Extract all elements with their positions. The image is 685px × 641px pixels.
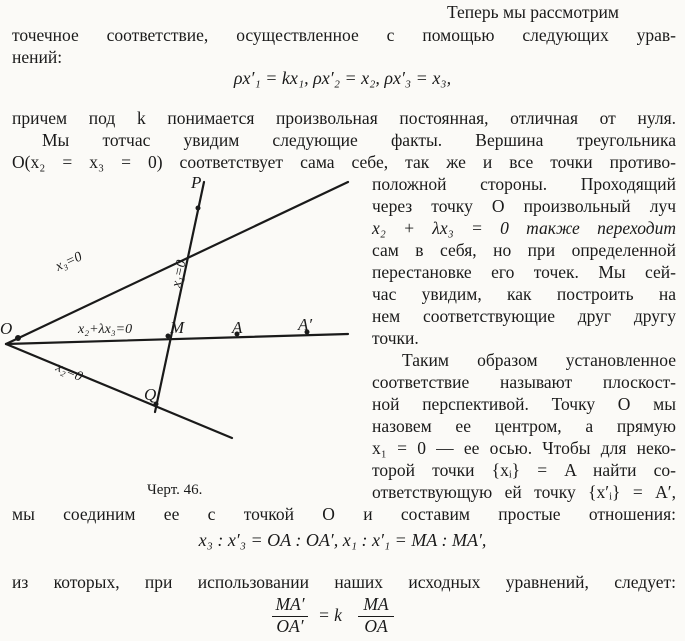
text-line: час увидим, как построить на	[372, 284, 676, 304]
fraction-num: MA′	[275, 594, 305, 614]
line-x1	[155, 182, 204, 412]
fraction-num: MA	[363, 594, 389, 614]
line-x2	[6, 344, 232, 438]
text-line: соответствие называют плоскост-	[372, 372, 676, 392]
text-line: O(x₂ = x₃ = 0) соответствует сама себе, так же и все точки противо-	[12, 152, 676, 172]
text-line: x₂ + λx₃ = 0 также переходит	[372, 218, 676, 238]
text-line: ответствующую ей точку {x′ᵢ} = A′,	[372, 482, 676, 502]
label-x2-line: x₂=0	[53, 359, 85, 385]
perspective-figure	[0, 148, 395, 448]
figure-caption: Черт. 46.	[147, 482, 203, 498]
label-A: A	[232, 318, 243, 337]
label-A-prime: A′	[298, 315, 313, 334]
text-line: нем соответствующие друг другу	[372, 306, 676, 326]
text-line: Таким образом установленное	[402, 350, 676, 370]
text-line: положной стороны. Проходящий	[372, 174, 676, 194]
text-line: Мы тотчас увидим следующие факты. Вершина треугольника	[42, 130, 676, 150]
equation-2: x₃ : x′₃ = OA : OA′, x₁ : x′₁ = MA : MA′,	[198, 530, 487, 550]
text-line: x₁ = 0 — ее осью. Чтобы для неко-	[372, 438, 676, 458]
text-line: торой точки {xᵢ} = A найти со-	[372, 460, 676, 480]
equals-k: = k	[318, 605, 342, 625]
label-M: M	[170, 318, 185, 337]
text-line: причем под k понимается произвольная постоянная, отличная от нуля.	[12, 108, 676, 128]
text-line: сам в себя, но при определенной	[372, 240, 676, 260]
text-line: перестановке его точек. Мы сей-	[372, 262, 676, 282]
text-line: из которых, при использовании наших исходных уравнений, следует:	[12, 572, 676, 592]
text-line: точечное соответствие, осуществленное с помощью следующих урав-	[12, 25, 676, 45]
text-line: точки.	[372, 328, 419, 348]
label-ray-line: x₂+λx₃=0	[78, 322, 133, 337]
label-Q: Q	[144, 385, 157, 404]
label-x1-line: x₁=0	[169, 258, 190, 289]
label-x3-line: x₃=0	[53, 249, 85, 275]
point-P	[196, 206, 201, 211]
text-line: ной перспективой. Точку O мы	[372, 394, 676, 414]
label-O: O	[0, 319, 13, 338]
text-line: через точку O произвольный луч	[372, 196, 676, 216]
text-line: Теперь мы рассмотрим	[447, 2, 619, 22]
fraction-den: OA′	[276, 616, 304, 636]
text-line: назовем ее центром, а прямую	[372, 416, 676, 436]
point-O	[15, 335, 21, 341]
equation-1: ρx′₁ = kx₁, ρx′₂ = x₂, ρx′₃ = x₃,	[233, 68, 452, 88]
text-line: мы соединим ее с точкой O и составим простые отношения:	[12, 504, 676, 524]
label-P: P	[191, 173, 202, 192]
fraction-den: OA	[364, 616, 388, 636]
text-line: нений:	[12, 47, 63, 67]
equation-3	[270, 594, 430, 638]
